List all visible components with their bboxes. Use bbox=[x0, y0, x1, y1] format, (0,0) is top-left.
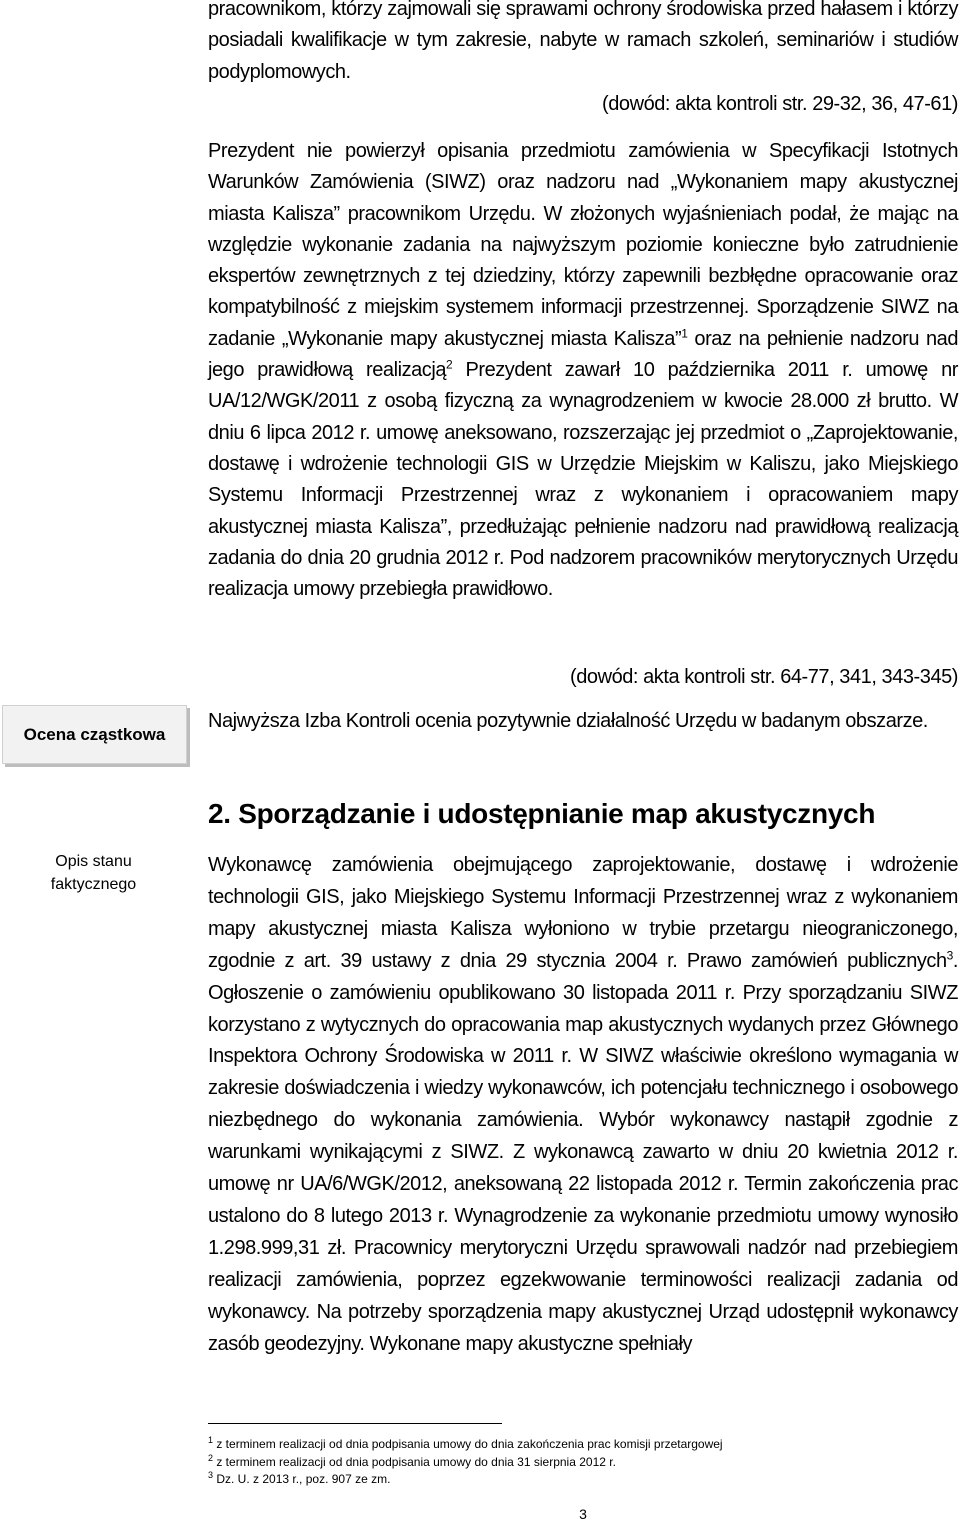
paragraph-contract-part-b: oraz na pełnienie nadzoru nad jego prawidłową realizacją bbox=[208, 327, 959, 382]
footnotes bbox=[208, 1436, 958, 1489]
footnote-separator bbox=[208, 1423, 502, 1424]
footnote-1 bbox=[208, 1436, 958, 1454]
footnote-text: z terminem realizacji od dnia podpisania umowy do dnia zakończenia prac komisji przetargowej bbox=[213, 1437, 723, 1451]
page-number: 3 bbox=[579, 1506, 587, 1522]
footnote-mark: 2 bbox=[208, 1452, 214, 1463]
footnote-ref-2: 2 bbox=[446, 357, 453, 372]
sidebar-ocena-box bbox=[2, 705, 187, 764]
footnote-2 bbox=[208, 1454, 958, 1472]
paragraph-contract-part-c: Prezydent zawarł 10 października 2011 r. umowę nr UA/12/WGK/2011 z osobą fizyczną za wynagrodzeniem w kwocie 28.000 zł brutto. W dniu 6 lipca 2012 r. umowę aneksowano, rozszerzając jej przedmiot o „Zaprojektowanie, dostawę i wdrożenie technologii GIS w Urzędzie Miejskim w Kaliszu, jako Miejskiego Systemu Informacji Przestrzennej wraz z wykonaniem i opracowaniem mapy akustycznej miasta Kalisza”, przedłużając pełnienie nadzoru nad prawidłową realizacją zadania do dnia 20 grudnia 2012 r. Pod nadzorem pracowników merytorycznych Urzędu realizacja umowy przebiegła prawidłowo. bbox=[208, 359, 958, 601]
evidence-note-2: (dowód: akta kontroli str. 64-77, 341, 343-345) bbox=[570, 666, 958, 688]
sidebar-opis-label bbox=[2, 850, 185, 896]
sidebar-opis-line1: Opis stanu bbox=[55, 853, 132, 870]
footnote-text: Dz. U. z 2013 r., poz. 907 ze zm. bbox=[213, 1472, 391, 1486]
footnote-ref-3: 3 bbox=[946, 948, 953, 963]
top-paragraph: pracownikom, którzy zajmowali się sprawami ochrony środowiska przed hałasem i którzy posiadali kwalifikacje w tym zakresie, nabyte w ramach szkoleń, seminariów i studiów podyplomowych. bbox=[208, 0, 958, 83]
footnote-ref-1: 1 bbox=[681, 326, 688, 341]
footnote-mark: 1 bbox=[208, 1435, 214, 1445]
section-heading: 2. Sporządzanie i udostępnianie map akustycznych bbox=[208, 798, 876, 829]
sidebar-ocena-label: Ocena cząstkowa bbox=[23, 725, 166, 744]
ocena-text: Najwyższa Izba Kontroli ocenia pozytywnie działalność Urzędu w badanym obszarze. bbox=[208, 710, 928, 732]
paragraph-tender bbox=[208, 850, 958, 1361]
evidence-note-1: (dowód: akta kontroli str. 29-32, 36, 47-61) bbox=[602, 93, 958, 115]
paragraph-tender-part-a: Wykonawcę zamówienia obejmującego zaprojektowanie, dostawę i wdrożenie technologii GIS, jako Miejskiego Systemu Informacji Przestrzennej wraz z wykonaniem mapy akustycznej miasta Kalisza wyłoniono w trybie przetargu nieograniczonego, zgodnie z art. 39 ustawy z dnia 29 stycznia 2004 r. Prawo zamówień publicznych bbox=[208, 854, 958, 972]
footnote-text: z terminem realizacji od dnia podpisania umowy do dnia 31 sierpnia 2012 r. bbox=[213, 1454, 616, 1469]
paragraph-tender-part-b: . Ogłoszenie o zamówieniu opublikowano 30 listopada 2011 r. Przy sporządzaniu SIWZ korzystano z wytycznych do opracowania map akustycznych wydanych przez Głównego Inspektora Ochrony Środowiska w 2011 r. W SIWZ właściwie określono wymagania w zakresie doświadczenia i wiedzy wykonawców, ich potencjału technicznego i osobowego niezbędnego do wykonania zamówienia. Wybór wykonawcy nastąpił zgodnie z warunkami wynikającymi z SIWZ. Z wykonawcą zawarto w dniu 20 kwietnia 2012 r. umowę nr UA/6/WGK/2012, aneksowaną 22 listopada 2012 r. Termin zakończenia prac ustalono do 8 lutego 2013 r. Wynagrodzenie za wykonanie przedmiotu umowy wynosiło 1.298.999,31 zł. Pracownicy merytoryczni Urzędu sprawowali nadzór nad przebiegiem realizacji zamówienia, poprzez egzekwowanie terminowości realizacji zadania od wykonawcy. Na potrzeby sporządzenia mapy akustycznej Urząd udostępnił wykonawcy zasób geodezyjny. Wykonane mapy akustyczne spełniały bbox=[208, 949, 958, 1355]
footnote-3 bbox=[208, 1471, 958, 1489]
paragraph-contract-part-a: Prezydent nie powierzył opisania przedmiotu zamówienia w Specyfikacji Istotnych Warunków Zamówienia (SIWZ) oraz nadzoru nad „Wykonaniem mapy akustycznej miasta Kalisza” pracownikom Urzędu. W złożonych wyjaśnieniach podał, że mając na względzie wykonanie zadania na najwyższym poziomie konieczne było zatrudnienie ekspertów zewnętrznych z tej dziedziny, którzy zapewnili bezbłędne opracowanie oraz kompatybilność z miejskim systemem informacji przestrzennej. Sporządzenie SIWZ na zadanie „Wykonanie mapy akustycznej miasta Kalisza” bbox=[208, 140, 958, 350]
paragraph-contract bbox=[208, 136, 958, 605]
sidebar-opis-line2: faktycznego bbox=[50, 876, 137, 893]
footnote-mark: 3 bbox=[208, 1470, 214, 1480]
